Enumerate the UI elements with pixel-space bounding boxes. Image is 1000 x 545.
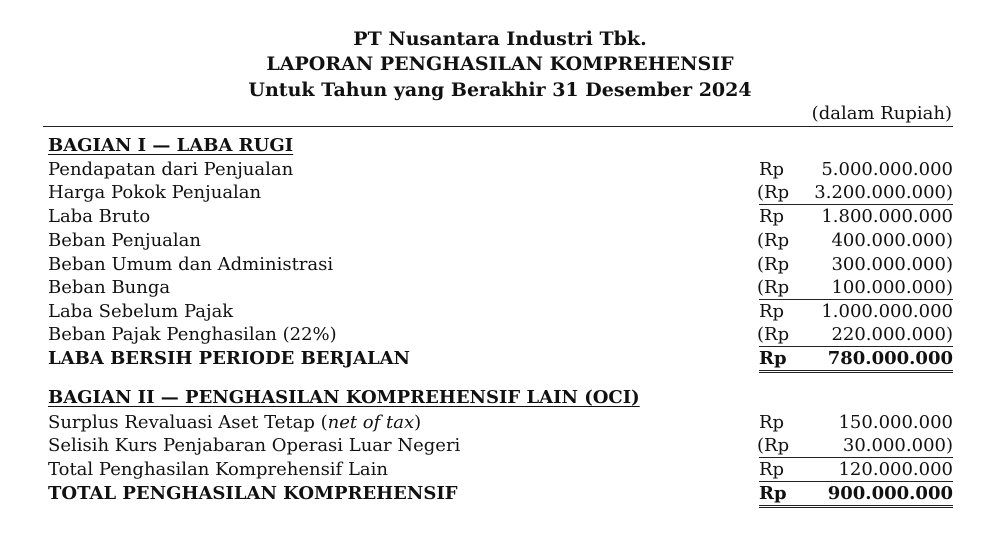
- line-item-label: LABA BERSIH PERIODE BERJALAN: [48, 348, 411, 369]
- amount-value: 300.000.000): [831, 254, 953, 275]
- line-item-label: TOTAL PENGHASILAN KOMPREHENSIF: [48, 483, 458, 504]
- line-item-amount: [759, 324, 953, 347]
- amount-value: 120.000.000: [838, 459, 953, 480]
- line-item-amount: [759, 159, 953, 182]
- line-item-label: Selisih Kurs Penjabaran Operasi Luar Negeri: [48, 435, 461, 456]
- amount-value: 1.800.000.000: [821, 206, 953, 227]
- line-item-income-tax: [48, 324, 953, 348]
- amount-value: 5.000.000.000: [821, 159, 953, 180]
- line-item-amount: [759, 412, 953, 435]
- report-period: Untuk Tahun yang Berakhir 31 Desember 2024: [248, 79, 752, 101]
- line-item-interest-expense: [48, 277, 953, 301]
- currency-symbol: Rp: [759, 206, 785, 227]
- line-item-label: Pendapatan dari Penjualan: [48, 159, 294, 180]
- amount-value: 150.000.000: [838, 412, 953, 433]
- currency-symbol: Rp: [759, 348, 787, 369]
- amount-value: 400.000.000): [831, 230, 953, 251]
- amount-value: 100.000.000): [831, 277, 953, 298]
- currency-symbol: (Rp: [757, 435, 790, 456]
- line-item-label: Beban Umum dan Administrasi: [48, 254, 334, 275]
- line-item-amount: [759, 435, 953, 458]
- line-item-selling-expense: [48, 230, 953, 254]
- line-item-amount: [759, 301, 953, 324]
- company-name: PT Nusantara Industri Tbk.: [353, 28, 647, 50]
- amount-value: 900.000.000: [827, 483, 953, 504]
- line-item-label: Beban Bunga: [48, 277, 171, 298]
- currency-unit-note: (dalam Rupiah): [811, 103, 952, 124]
- amount-value: 30.000.000): [842, 435, 953, 456]
- line-item-net-profit: [48, 348, 953, 372]
- section-title-profit-loss: BAGIAN I — LABA RUGI: [48, 135, 294, 156]
- amount-value: 780.000.000: [827, 348, 953, 369]
- header-divider: [43, 126, 953, 127]
- line-item-amount: [759, 459, 953, 482]
- line-item-label: Laba Sebelum Pajak: [48, 301, 234, 322]
- line-item-total-oci: [48, 459, 953, 483]
- line-item-label: Beban Pajak Penghasilan (22%): [48, 324, 337, 345]
- report-title: LAPORAN PENGHASILAN KOMPREHENSIF: [266, 53, 734, 75]
- amount-value: 3.200.000.000): [814, 182, 953, 203]
- section-title-oci: BAGIAN II — PENGHASILAN KOMPREHENSIF LAIN (OCI): [48, 387, 640, 408]
- line-item-amount: [759, 182, 953, 205]
- currency-symbol: Rp: [759, 483, 787, 504]
- line-item-amount: [759, 230, 953, 253]
- line-item-label: Total Penghasilan Komprehensif Lain: [48, 459, 388, 480]
- currency-symbol: (Rp: [757, 254, 790, 275]
- line-item-amount: [759, 483, 953, 508]
- currency-symbol: (Rp: [757, 277, 790, 298]
- line-item-amount: [759, 277, 953, 300]
- line-item-revenue: [48, 159, 953, 183]
- line-item-profit-before-tax: [48, 301, 953, 325]
- line-item-amount: [759, 206, 953, 229]
- line-item-label: Laba Bruto: [48, 206, 151, 227]
- line-item-label: Beban Penjualan: [48, 230, 201, 251]
- currency-symbol: Rp: [759, 412, 785, 433]
- line-item-label: Harga Pokok Penjualan: [48, 182, 262, 203]
- line-item-label: Surplus Revaluasi Aset Tetap (net of tax): [48, 412, 422, 433]
- currency-symbol: Rp: [759, 459, 785, 480]
- currency-symbol: (Rp: [757, 230, 790, 251]
- line-item-amount: [759, 254, 953, 277]
- line-item-amount: [759, 348, 953, 373]
- line-item-gross-profit: [48, 206, 953, 230]
- line-item-revaluation-surplus: [48, 412, 953, 436]
- currency-symbol: (Rp: [757, 182, 790, 203]
- line-item-fx-translation: [48, 435, 953, 459]
- currency-symbol: (Rp: [757, 324, 790, 345]
- amount-value: 1.000.000.000: [821, 301, 953, 322]
- currency-symbol: Rp: [759, 159, 785, 180]
- line-item-label-text: Surplus Revaluasi Aset Tetap: [48, 412, 315, 433]
- currency-symbol: Rp: [759, 301, 785, 322]
- amount-value: 220.000.000): [831, 324, 953, 345]
- line-item-admin-expense: [48, 254, 953, 278]
- line-item-total-comprehensive-income: [48, 483, 953, 507]
- line-item-label-note: net of tax: [327, 412, 415, 433]
- line-item-cogs: [48, 182, 953, 206]
